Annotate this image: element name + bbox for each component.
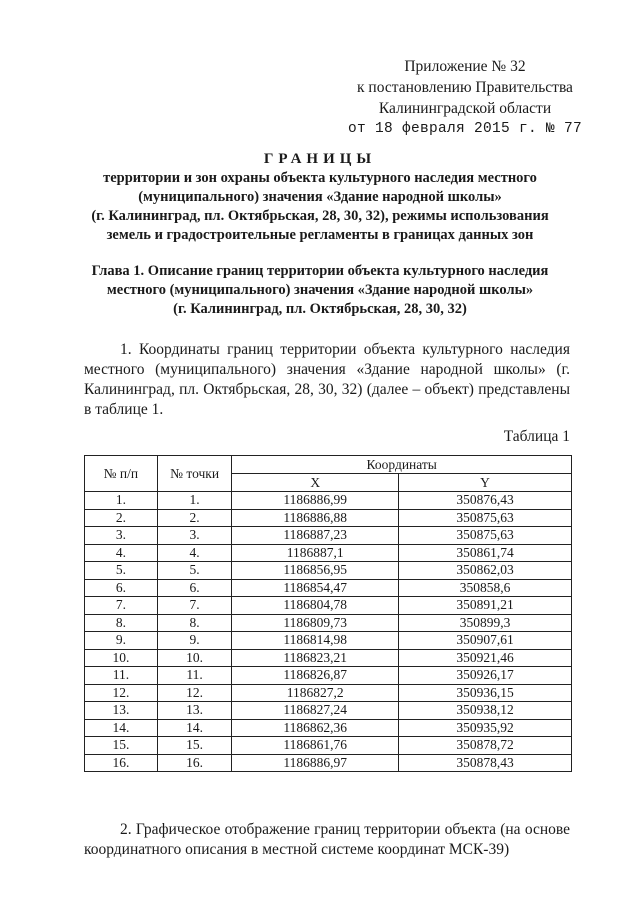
header-y: Y — [399, 474, 572, 492]
cell-num: 12. — [85, 684, 158, 702]
header-coords: Координаты — [232, 456, 572, 474]
table-row — [85, 579, 572, 597]
cell-x: 1186823,21 — [232, 649, 399, 667]
title-line-2: (муниципального) значения «Здание народной школы» — [138, 189, 502, 205]
table-row — [85, 649, 572, 667]
header-num: № п/п — [85, 456, 158, 492]
cell-y: 350936,15 — [399, 684, 572, 702]
cell-num: 13. — [85, 702, 158, 720]
cell-y: 350875,63 — [399, 527, 572, 545]
cell-point: 9. — [157, 632, 232, 650]
cell-num: 5. — [85, 562, 158, 580]
chapter-heading — [60, 262, 580, 319]
cell-num: 16. — [85, 754, 158, 772]
cell-x: 1186814,98 — [232, 632, 399, 650]
table-row — [85, 632, 572, 650]
cell-y: 350862,03 — [399, 562, 572, 580]
cell-num: 8. — [85, 614, 158, 632]
cell-point: 8. — [157, 614, 232, 632]
cell-y: 350907,61 — [399, 632, 572, 650]
cell-point: 15. — [157, 737, 232, 755]
cell-x: 1186887,1 — [232, 544, 399, 562]
table-row — [85, 544, 572, 562]
cell-x: 1186886,99 — [232, 492, 399, 510]
cell-x: 1186887,23 — [232, 527, 399, 545]
table-row — [85, 562, 572, 580]
table-row — [85, 492, 572, 510]
cell-num: 10. — [85, 649, 158, 667]
cell-y: 350891,21 — [399, 597, 572, 615]
appendix-date: от 18 февраля 2015 г. № 77 — [347, 121, 582, 137]
cell-num: 14. — [85, 719, 158, 737]
cell-x: 1186809,73 — [232, 614, 399, 632]
appendix-number: Приложение № 32 — [404, 58, 526, 75]
table-row — [85, 737, 572, 755]
appendix-block — [348, 56, 582, 140]
table-row — [85, 684, 572, 702]
cell-y: 350899,3 — [399, 614, 572, 632]
table-body — [85, 492, 572, 772]
cell-x: 1186861,76 — [232, 737, 399, 755]
title-main: ГРАНИЦЫ — [263, 151, 377, 167]
table-row — [85, 667, 572, 685]
cell-point: 6. — [157, 579, 232, 597]
cell-y: 350861,74 — [399, 544, 572, 562]
table-row — [85, 702, 572, 720]
title-line-1: территории и зон охраны объекта культурного наследия местного — [103, 170, 537, 186]
cell-point: 14. — [157, 719, 232, 737]
cell-y: 350858,6 — [399, 579, 572, 597]
cell-x: 1186827,2 — [232, 684, 399, 702]
cell-point: 11. — [157, 667, 232, 685]
cell-y: 350878,43 — [399, 754, 572, 772]
cell-point: 16. — [157, 754, 232, 772]
table-row — [85, 614, 572, 632]
chapter-line-3: (г. Калининград, пл. Октябрьская, 28, 30, 32) — [173, 301, 467, 317]
cell-y: 350921,46 — [399, 649, 572, 667]
coordinates-table — [84, 455, 572, 772]
cell-num: 9. — [85, 632, 158, 650]
cell-point: 7. — [157, 597, 232, 615]
cell-x: 1186826,87 — [232, 667, 399, 685]
cell-y: 350926,17 — [399, 667, 572, 685]
table-row — [85, 719, 572, 737]
document-title — [60, 150, 580, 245]
header-x: X — [232, 474, 399, 492]
table-row — [85, 754, 572, 772]
cell-point: 12. — [157, 684, 232, 702]
appendix-resolution: к постановлению Правительства — [357, 79, 573, 96]
table-row — [85, 597, 572, 615]
cell-x: 1186827,24 — [232, 702, 399, 720]
cell-point: 5. — [157, 562, 232, 580]
cell-num: 1. — [85, 492, 158, 510]
cell-num: 3. — [85, 527, 158, 545]
paragraph-2: 2. Графическое отображение границ территории объекта (на основе координатного описания в местной системе координат МСК-39) — [84, 821, 570, 858]
cell-point: 10. — [157, 649, 232, 667]
chapter-line-1: Глава 1. Описание границ территории объекта культурного наследия — [91, 263, 549, 279]
cell-x: 1186886,88 — [232, 509, 399, 527]
title-line-3: (г. Калининград, пл. Октябрьская, 28, 30, 32), режимы использования — [91, 208, 549, 224]
cell-x: 1186854,47 — [232, 579, 399, 597]
cell-y: 350876,43 — [399, 492, 572, 510]
cell-x: 1186804,78 — [232, 597, 399, 615]
cell-point: 2. — [157, 509, 232, 527]
cell-num: 11. — [85, 667, 158, 685]
cell-y: 350878,72 — [399, 737, 572, 755]
title-line-4: земель и градостроительные регламенты в границах данных зон — [106, 227, 534, 243]
cell-point: 3. — [157, 527, 232, 545]
cell-x: 1186862,36 — [232, 719, 399, 737]
cell-num: 4. — [85, 544, 158, 562]
cell-y: 350875,63 — [399, 509, 572, 527]
table-row — [85, 509, 572, 527]
cell-y: 350935,92 — [399, 719, 572, 737]
table-row — [85, 527, 572, 545]
cell-point: 1. — [157, 492, 232, 510]
cell-point: 13. — [157, 702, 232, 720]
cell-point: 4. — [157, 544, 232, 562]
chapter-line-2: местного (муниципального) значения «Здание народной школы» — [106, 282, 534, 298]
cell-num: 15. — [85, 737, 158, 755]
cell-x: 1186856,95 — [232, 562, 399, 580]
cell-num: 6. — [85, 579, 158, 597]
paragraph-1: 1. Координаты границ территории объекта культурного наследия местного (муниципального) значения «Здание народной школы» (г. Калининград, пл. Октябрьская, 28, 30, 32) (далее – объект) представлены в таблице 1. — [84, 341, 570, 418]
cell-x: 1186886,97 — [232, 754, 399, 772]
cell-num: 2. — [85, 509, 158, 527]
cell-y: 350938,12 — [399, 702, 572, 720]
cell-num: 7. — [85, 597, 158, 615]
table-caption: Таблица 1 — [503, 428, 570, 445]
header-point: № точки — [157, 456, 232, 492]
appendix-region: Калининградской области — [378, 100, 552, 117]
